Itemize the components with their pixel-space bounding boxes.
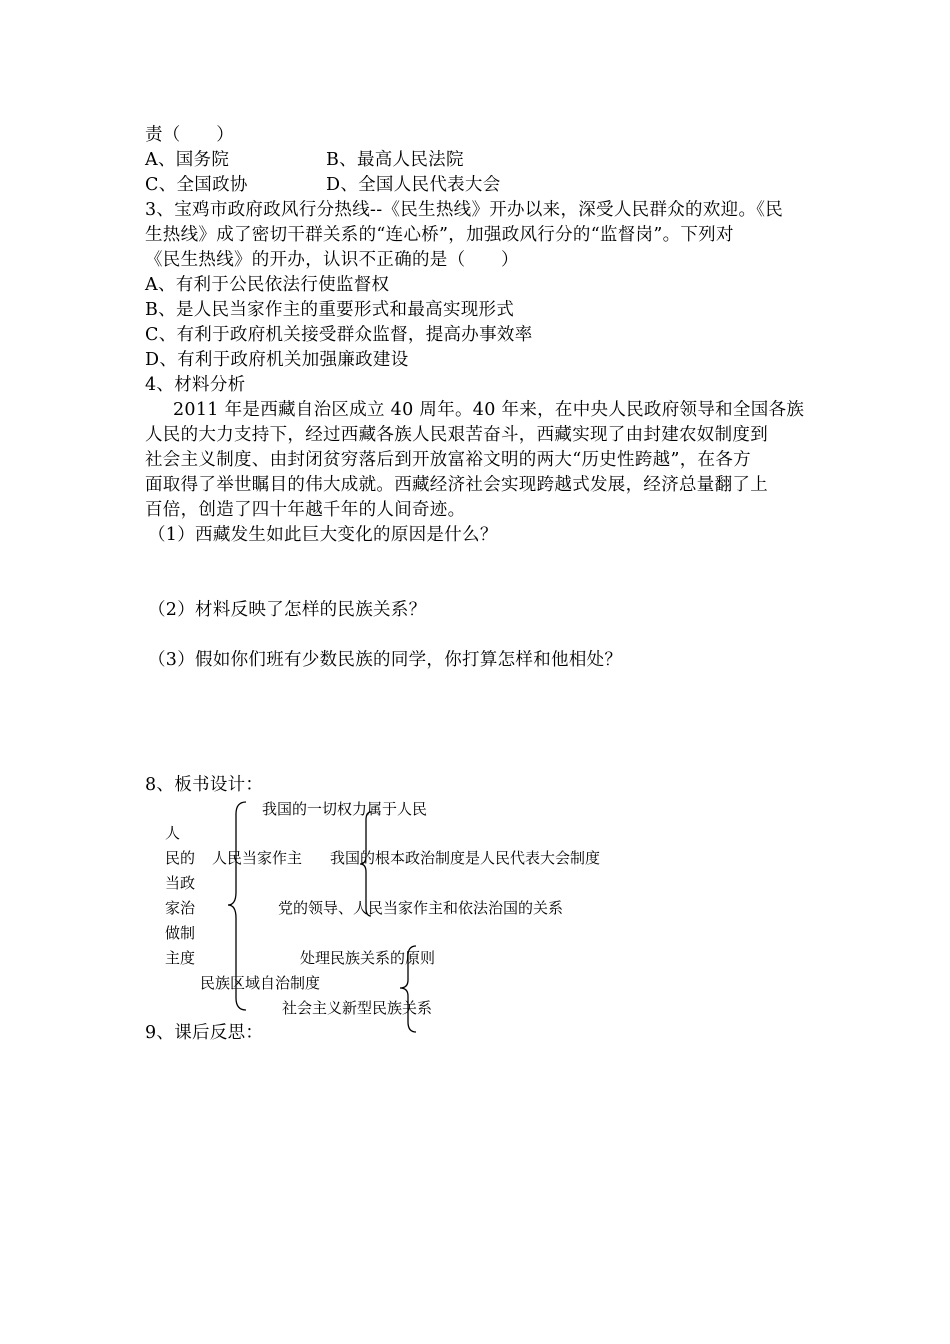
board-left-char-3: 当政 [165,874,196,892]
board-branch-autonomy: 民族区域自治制度 [200,974,321,992]
q3-option-b: B、是人民当家作主的重要形式和最高实现形式 [145,300,515,320]
board-title: 8、板书设计： [145,775,264,795]
q4-material-line-1: 2011 年是西藏自治区成立 40 周年。40 年来，在中央人民政府领导和全国各族 [173,400,805,420]
board-master-item-3: 党的领导、人民当家作主和依法治国的关系 [278,899,564,917]
q4-question-2: （2）材料反映了怎样的民族关系？ [148,600,427,620]
board-master-item-1: 我国的一切权力属于人民 [262,800,428,818]
reflection-title: 9、课后反思： [145,1023,264,1043]
q4-material-line-5: 百倍，创造了四十年越千年的人间奇迹。 [145,500,466,520]
board-autonomy-item-2: 社会主义新型民族关系 [282,999,433,1017]
q3-option-a: A、有利于公民依法行使监督权 [145,275,390,295]
board-branch-master: 人民当家作主 [212,849,303,867]
q3-line-3: 《民生热线》的开办，认识不正确的是（ ） [145,250,519,270]
q3-line-2: 生热线》成了密切干群关系的“连心桥”，加强政风行分的“监督岗”。下列对 [145,225,734,245]
board-left-char-6: 主度 [165,949,196,967]
board-left-char-5: 做制 [165,924,196,942]
board-left-char-1: 人 [165,824,181,842]
q2-option-a: A、国务院 [145,150,230,170]
q4-material-line-3: 社会主义制度、由封闭贫穷落后到开放富裕文明的两大“历史性跨越”，在各方 [145,450,751,470]
board-left-char-4: 家治 [165,899,196,917]
q2-option-b: B、最高人民法院 [326,150,464,170]
q4-question-1: （1）西藏发生如此巨大变化的原因是什么？ [148,525,498,545]
q2-option-d: D、全国人民代表大会 [326,175,501,195]
board-master-item-2: 我国的根本政治制度是人民代表大会制度 [330,849,601,867]
q2-option-c: C、全国政协 [145,175,248,195]
q4-material-line-2: 人民的大力支持下，经过西藏各族人民艰苦奋斗，西藏实现了由封建农奴制度到 [145,425,768,445]
q4-material-line-4: 面取得了举世瞩目的伟大成就。西藏经济社会实现跨越式发展，经济总量翻了上 [145,475,768,495]
board-left-char-2: 民的 [165,849,196,867]
q2-stem-end: 责（ ） [145,125,234,145]
q3-option-d: D、有利于政府机关加强廉政建设 [145,350,409,370]
q3-option-c: C、有利于政府机关接受群众监督，提高办事效率 [145,325,533,345]
q3-line-1: 3、宝鸡市政府政风行分热线--《民生热线》开办以来，深受人民群众的欢迎。《民 [145,200,784,220]
q4-title: 4、材料分析 [145,375,246,395]
board-autonomy-item-1: 处理民族关系的原则 [300,949,436,967]
q4-question-3: （3）假如你们班有少数民族的同学，你打算怎样和他相处？ [148,650,623,670]
